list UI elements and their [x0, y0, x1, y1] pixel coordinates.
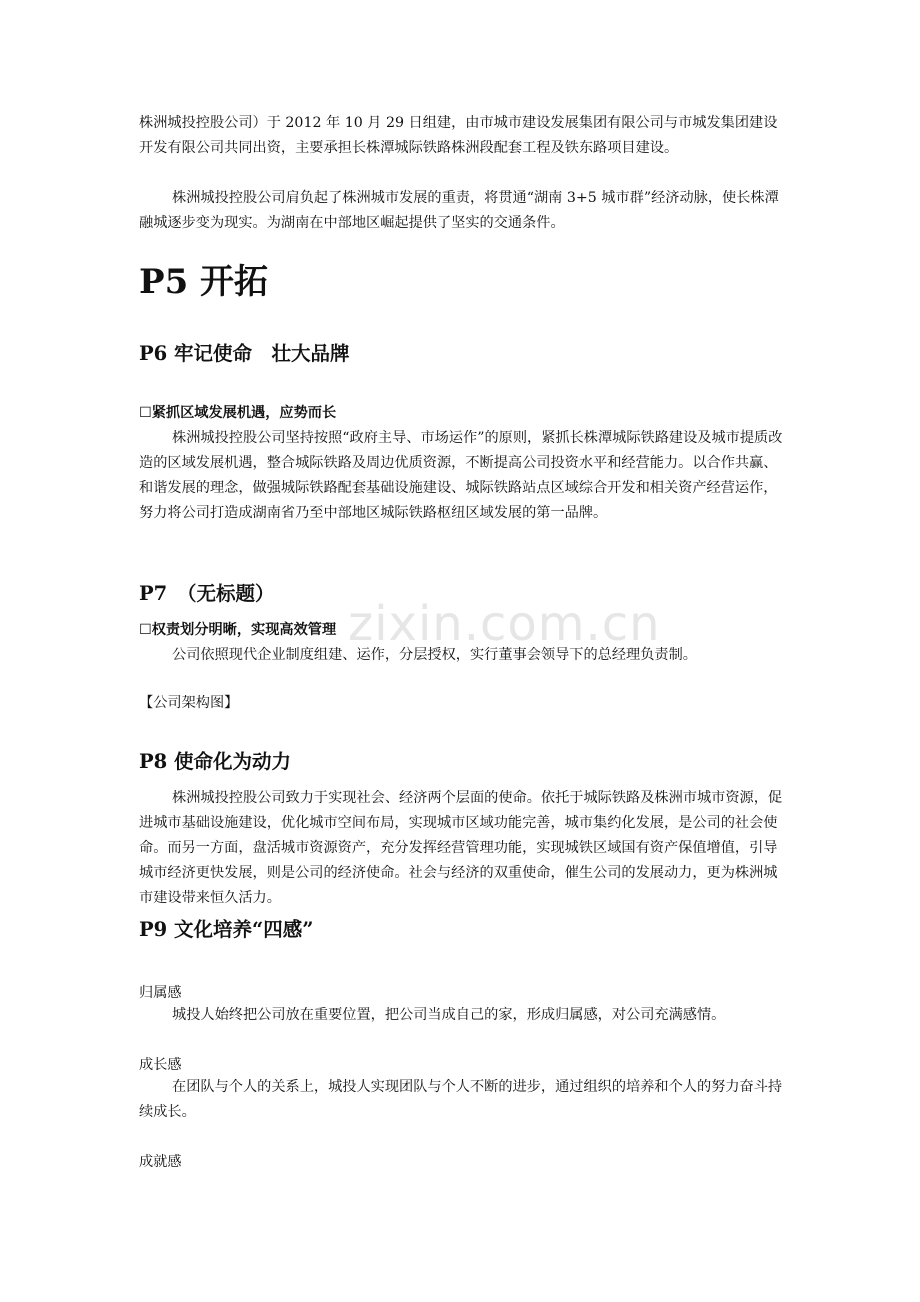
watermark: zixin.com.cn [348, 596, 661, 652]
p9-item-body: 城投人始终把公司放在重要位置，把公司当成自己的家，形成归属感，对公司充满感情。 [172, 1007, 726, 1023]
section-title-p9: P9 文化培养“四感” [139, 918, 314, 941]
p9-item-label: 成就感 [139, 1154, 182, 1170]
section-title-p8: P8 使命化为动力 [139, 750, 292, 773]
p7-body: 公司依照现代企业制度组建、运作，分层授权，实行董事会领导下的总经理负责制。 [172, 647, 697, 663]
p8-body: 株洲城投控股公司致力于实现社会、经济两个层面的使命。依托于城际铁路及株洲市城市资源，促进城市基础设施建设，优化城市空间布局，实现城市区域功能完善，城市集约化发展，是公司的社会使命。而另一方面，盘活城市资源资产，充分发挥经营管理功能，实现城铁区域国有资产保值增值，引导城市经济更快发展，则是公司的经济使命。社会与经济的双重使命，催生公司的发展动力，更为株洲城市建设带来恒久活力。 [139, 790, 783, 906]
intro-paragraph-2: 株洲城投控股公司肩负起了株洲城市发展的重责，将贯通“湖南 3+5 城市群”经济动脉，使长株潭融城逐步变为现实。为湖南在中部地区崛起提供了坚实的交通条件。 [139, 190, 779, 231]
p9-item-label: 成长感 [139, 1057, 182, 1073]
section-title-p6: P6 牢记使命 壮大品牌 [139, 342, 350, 365]
intro-paragraph-1: 株洲城投控股公司）于 2012 年 10 月 29 日组建，由市城市建设发展集团有限公司与市城发集团建设开发有限公司共同出资，主要承担长株潭城际铁路株洲段配套工程及铁东路项目建设。 [139, 115, 778, 156]
section-title-p7: P7 （无标题） [139, 582, 275, 605]
p9-item-body: 在团队与个人的关系上，城投人实现团队与个人不断的进步，通过组织的培养和个人的努力奋斗持续成长。 [139, 1079, 783, 1120]
p6-subheading: ☐紧抓区域发展机遇，应势而长 [139, 405, 337, 421]
org-chart-placeholder: 【公司架构图】 [139, 695, 239, 711]
section-title-p5: P5 开拓 [139, 262, 269, 302]
p7-subheading: ☐权责划分明晰，实现高效管理 [139, 622, 337, 638]
p9-item-label: 归属感 [139, 985, 182, 1001]
p6-body: 株洲城投控股公司坚持按照“政府主导、市场运作”的原则，紧抓长株潭城际铁路建设及城市提质改造的区域发展机遇，整合城际铁路及周边优质资源，不断提高公司投资水平和经营能力。以合作共赢、和谐发展的理念，做强城际铁路配套基础设施建设、城际铁路站点区域综合开发和相关资产经营运作，努力将公司打造成湖南省乃至中部地区城际铁路枢纽区域发展的第一品牌。 [139, 430, 783, 521]
